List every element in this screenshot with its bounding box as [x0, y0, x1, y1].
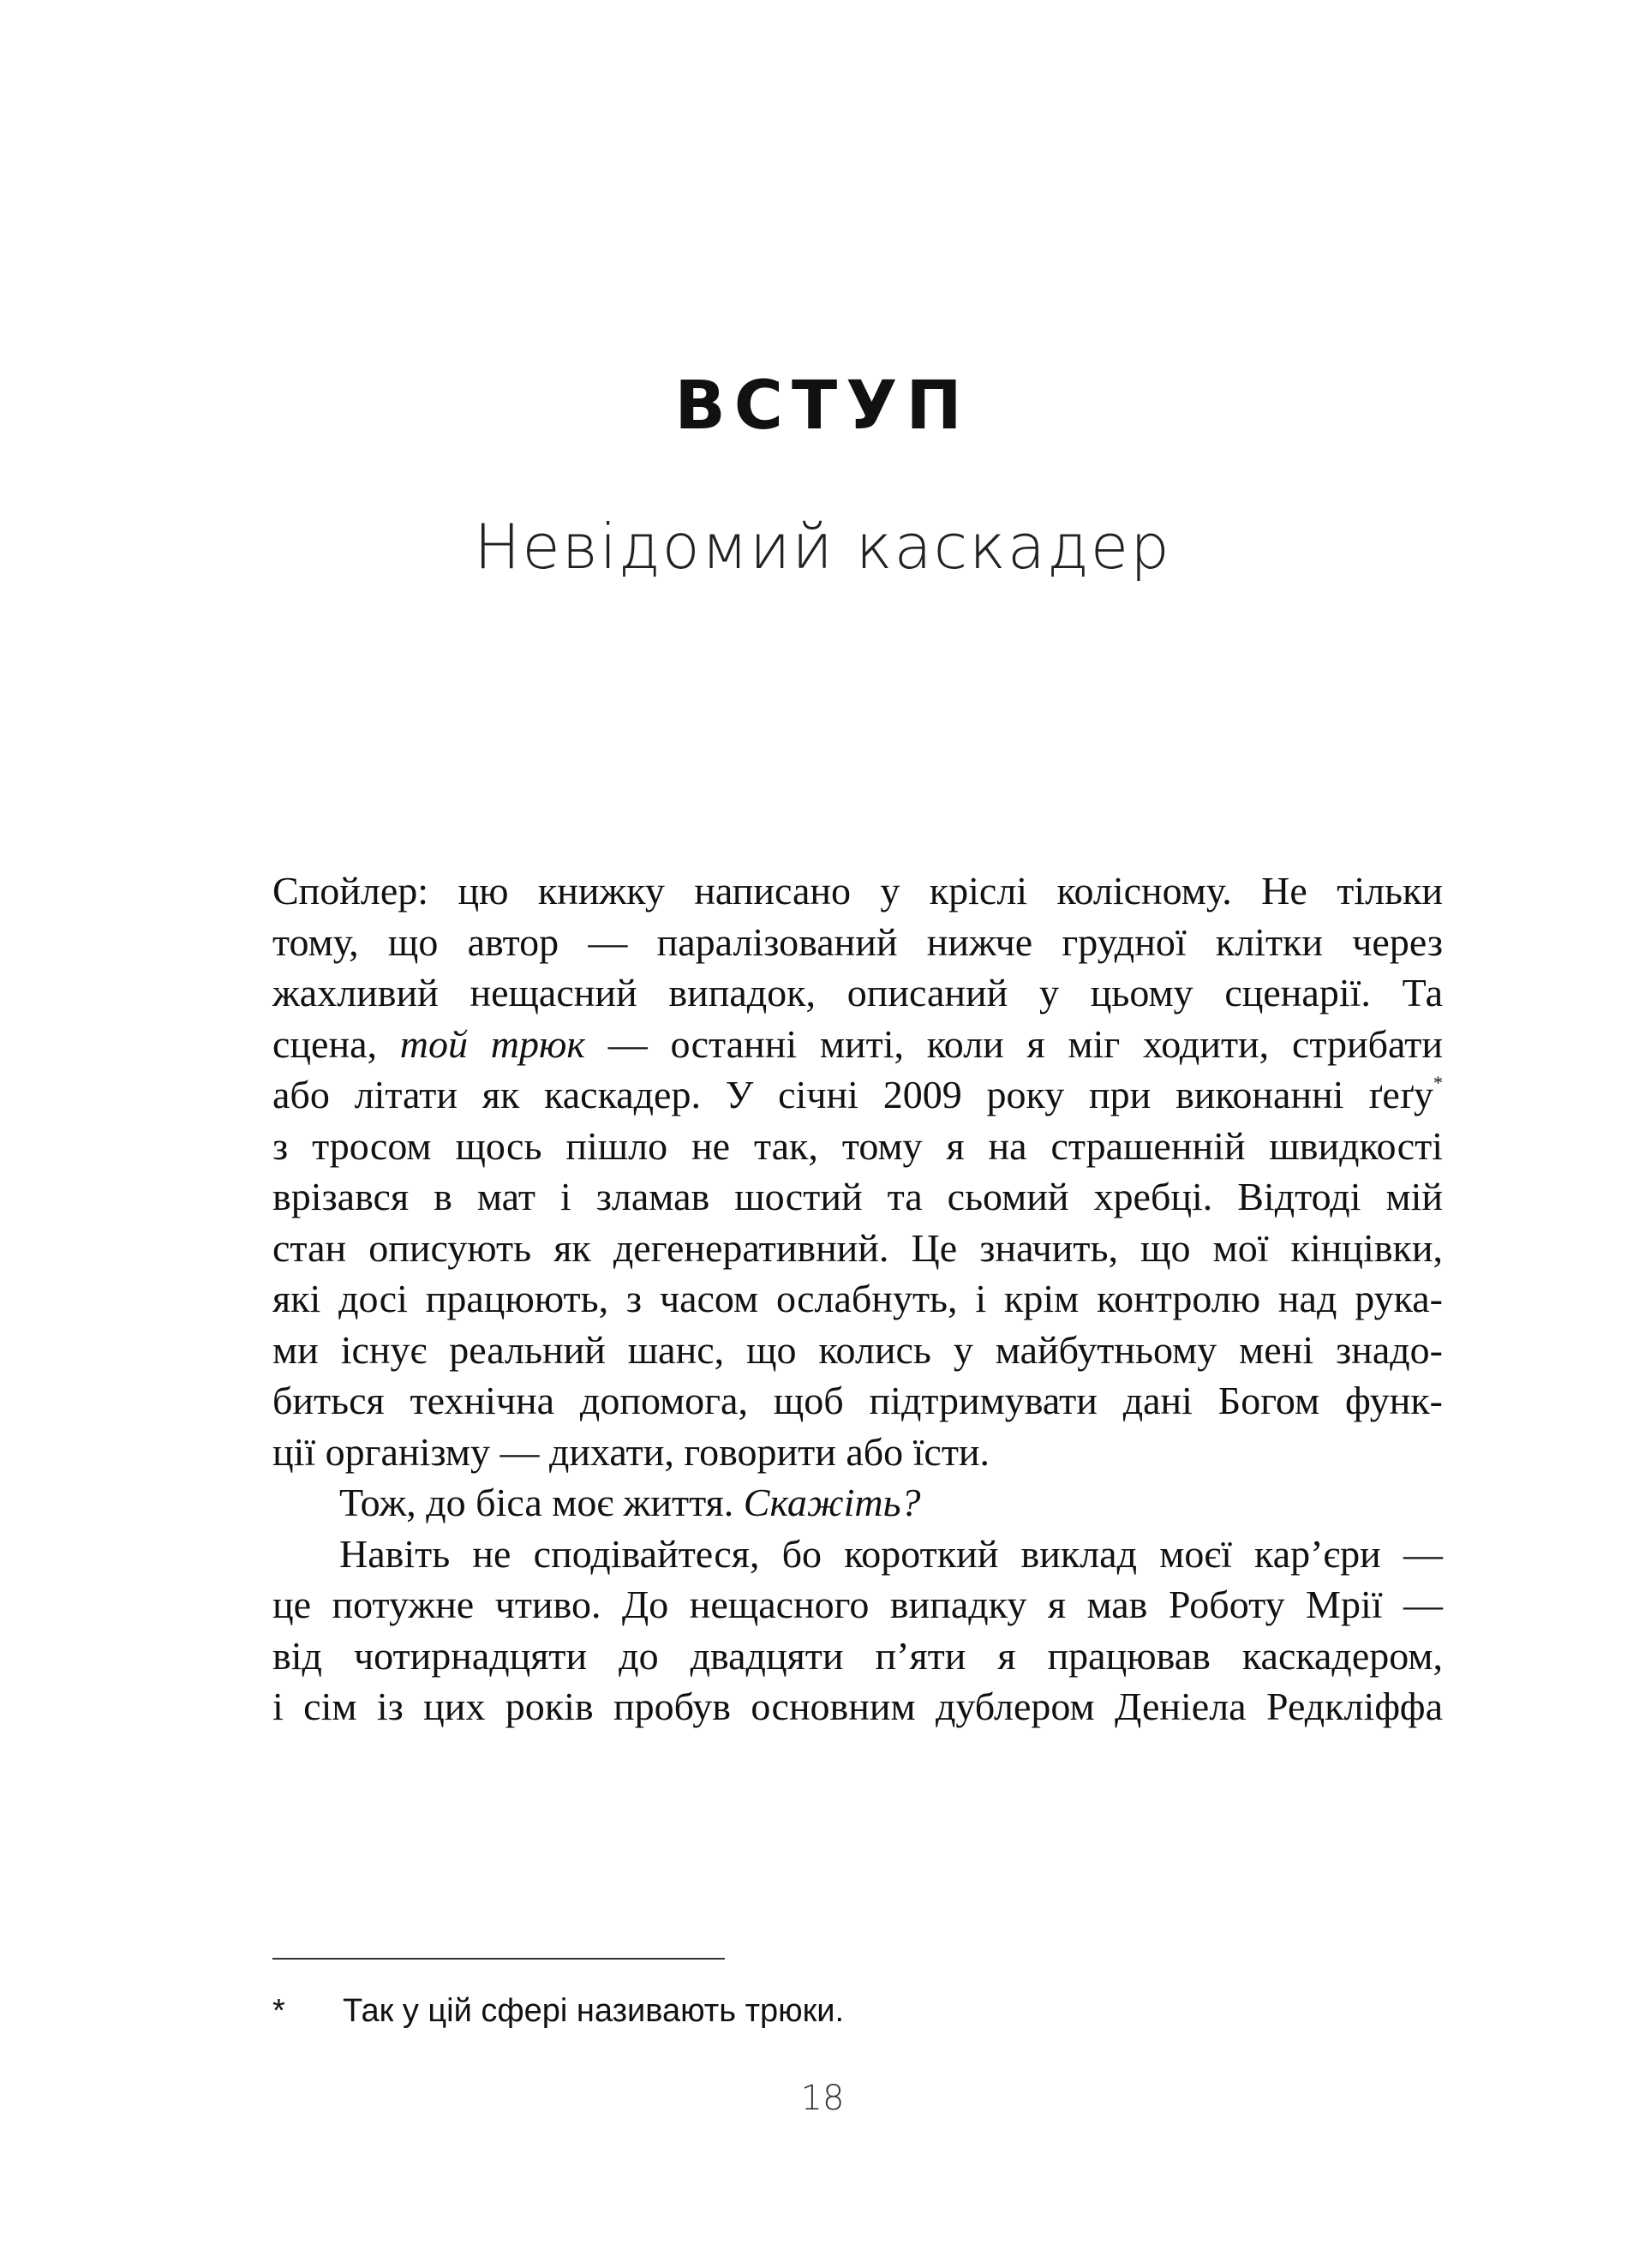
text-line: Спойлер: цю книжку написано у кріслі колісному. Не тільки: [272, 869, 1443, 913]
italic-phrase: той трюк: [399, 1021, 585, 1066]
paragraph-2: [272, 1477, 1443, 1529]
text-line: [272, 1019, 1443, 1070]
footnote-marker[interactable]: *: [1433, 1072, 1443, 1093]
paragraph-3: [272, 1529, 1443, 1732]
text-line: [272, 1069, 1443, 1121]
footnote: [272, 1985, 1443, 2037]
text-run: сцена,: [272, 1021, 400, 1066]
text-run: або літати як каскадер. У січні 2009 року при виконанні ґеґу: [272, 1073, 1433, 1116]
text-line: і сім із цих років пробув основним дублером Деніела Редкліффа: [272, 1685, 1443, 1728]
text-line: ми існує реальний шанс, що колись у майбутньому мені знадо-: [272, 1327, 1443, 1372]
paragraph-1: [272, 865, 1443, 1477]
footnote-symbol: *: [272, 1993, 285, 2029]
footnote-divider: [272, 1958, 725, 1960]
text-line: Навіть не сподівайтеся, бо короткий виклад моєї кар’єри —: [339, 1531, 1443, 1576]
text-line: стан описують як дегенеративний. Це значить, що мої кінцівки,: [272, 1225, 1443, 1270]
text-line: від чотирнадцяти до двадцяти п’яти я працював каскадером,: [272, 1633, 1443, 1678]
footnote-text: Так у цій сфері називають трюки.: [343, 1993, 845, 2029]
italic-phrase: Скажіть?: [743, 1481, 921, 1524]
body-text: [272, 865, 1443, 1732]
text-line: це потужне чтиво. До нещасного випадку я мав Роботу Мрії —: [272, 1583, 1443, 1626]
text-line: жахливий нещасний випадок, описаний у цьому сценарії. Та: [272, 971, 1443, 1014]
text-line: врізався в мат і зламав шостий та сьомий хребці. Відтоді мій: [272, 1175, 1443, 1218]
text-line: биться технічна допомога, щоб підтримувати дані Богом функ-: [272, 1379, 1443, 1422]
chapter-label: ВСТУП: [674, 368, 971, 445]
text-line: ції організму — дихати, говорити або їсти.: [272, 1429, 990, 1474]
text-line: які досі працюють, з часом ослабнуть, і крім контролю над рука-: [272, 1277, 1443, 1320]
text-line: з тросом щось пішло не так, тому я на страшенній швидкості: [272, 1123, 1443, 1168]
text-line: тому, що автор — паралізований нижче грудної клітки через: [272, 919, 1443, 964]
chapter-title: Невідомий каскадер: [474, 511, 1171, 583]
page-number: 18: [800, 2079, 845, 2118]
text-run: Тож, до біса моє життя.: [339, 1481, 744, 1524]
text-run: — останні миті, коли я міг ходити, стрибати: [584, 1021, 1443, 1066]
